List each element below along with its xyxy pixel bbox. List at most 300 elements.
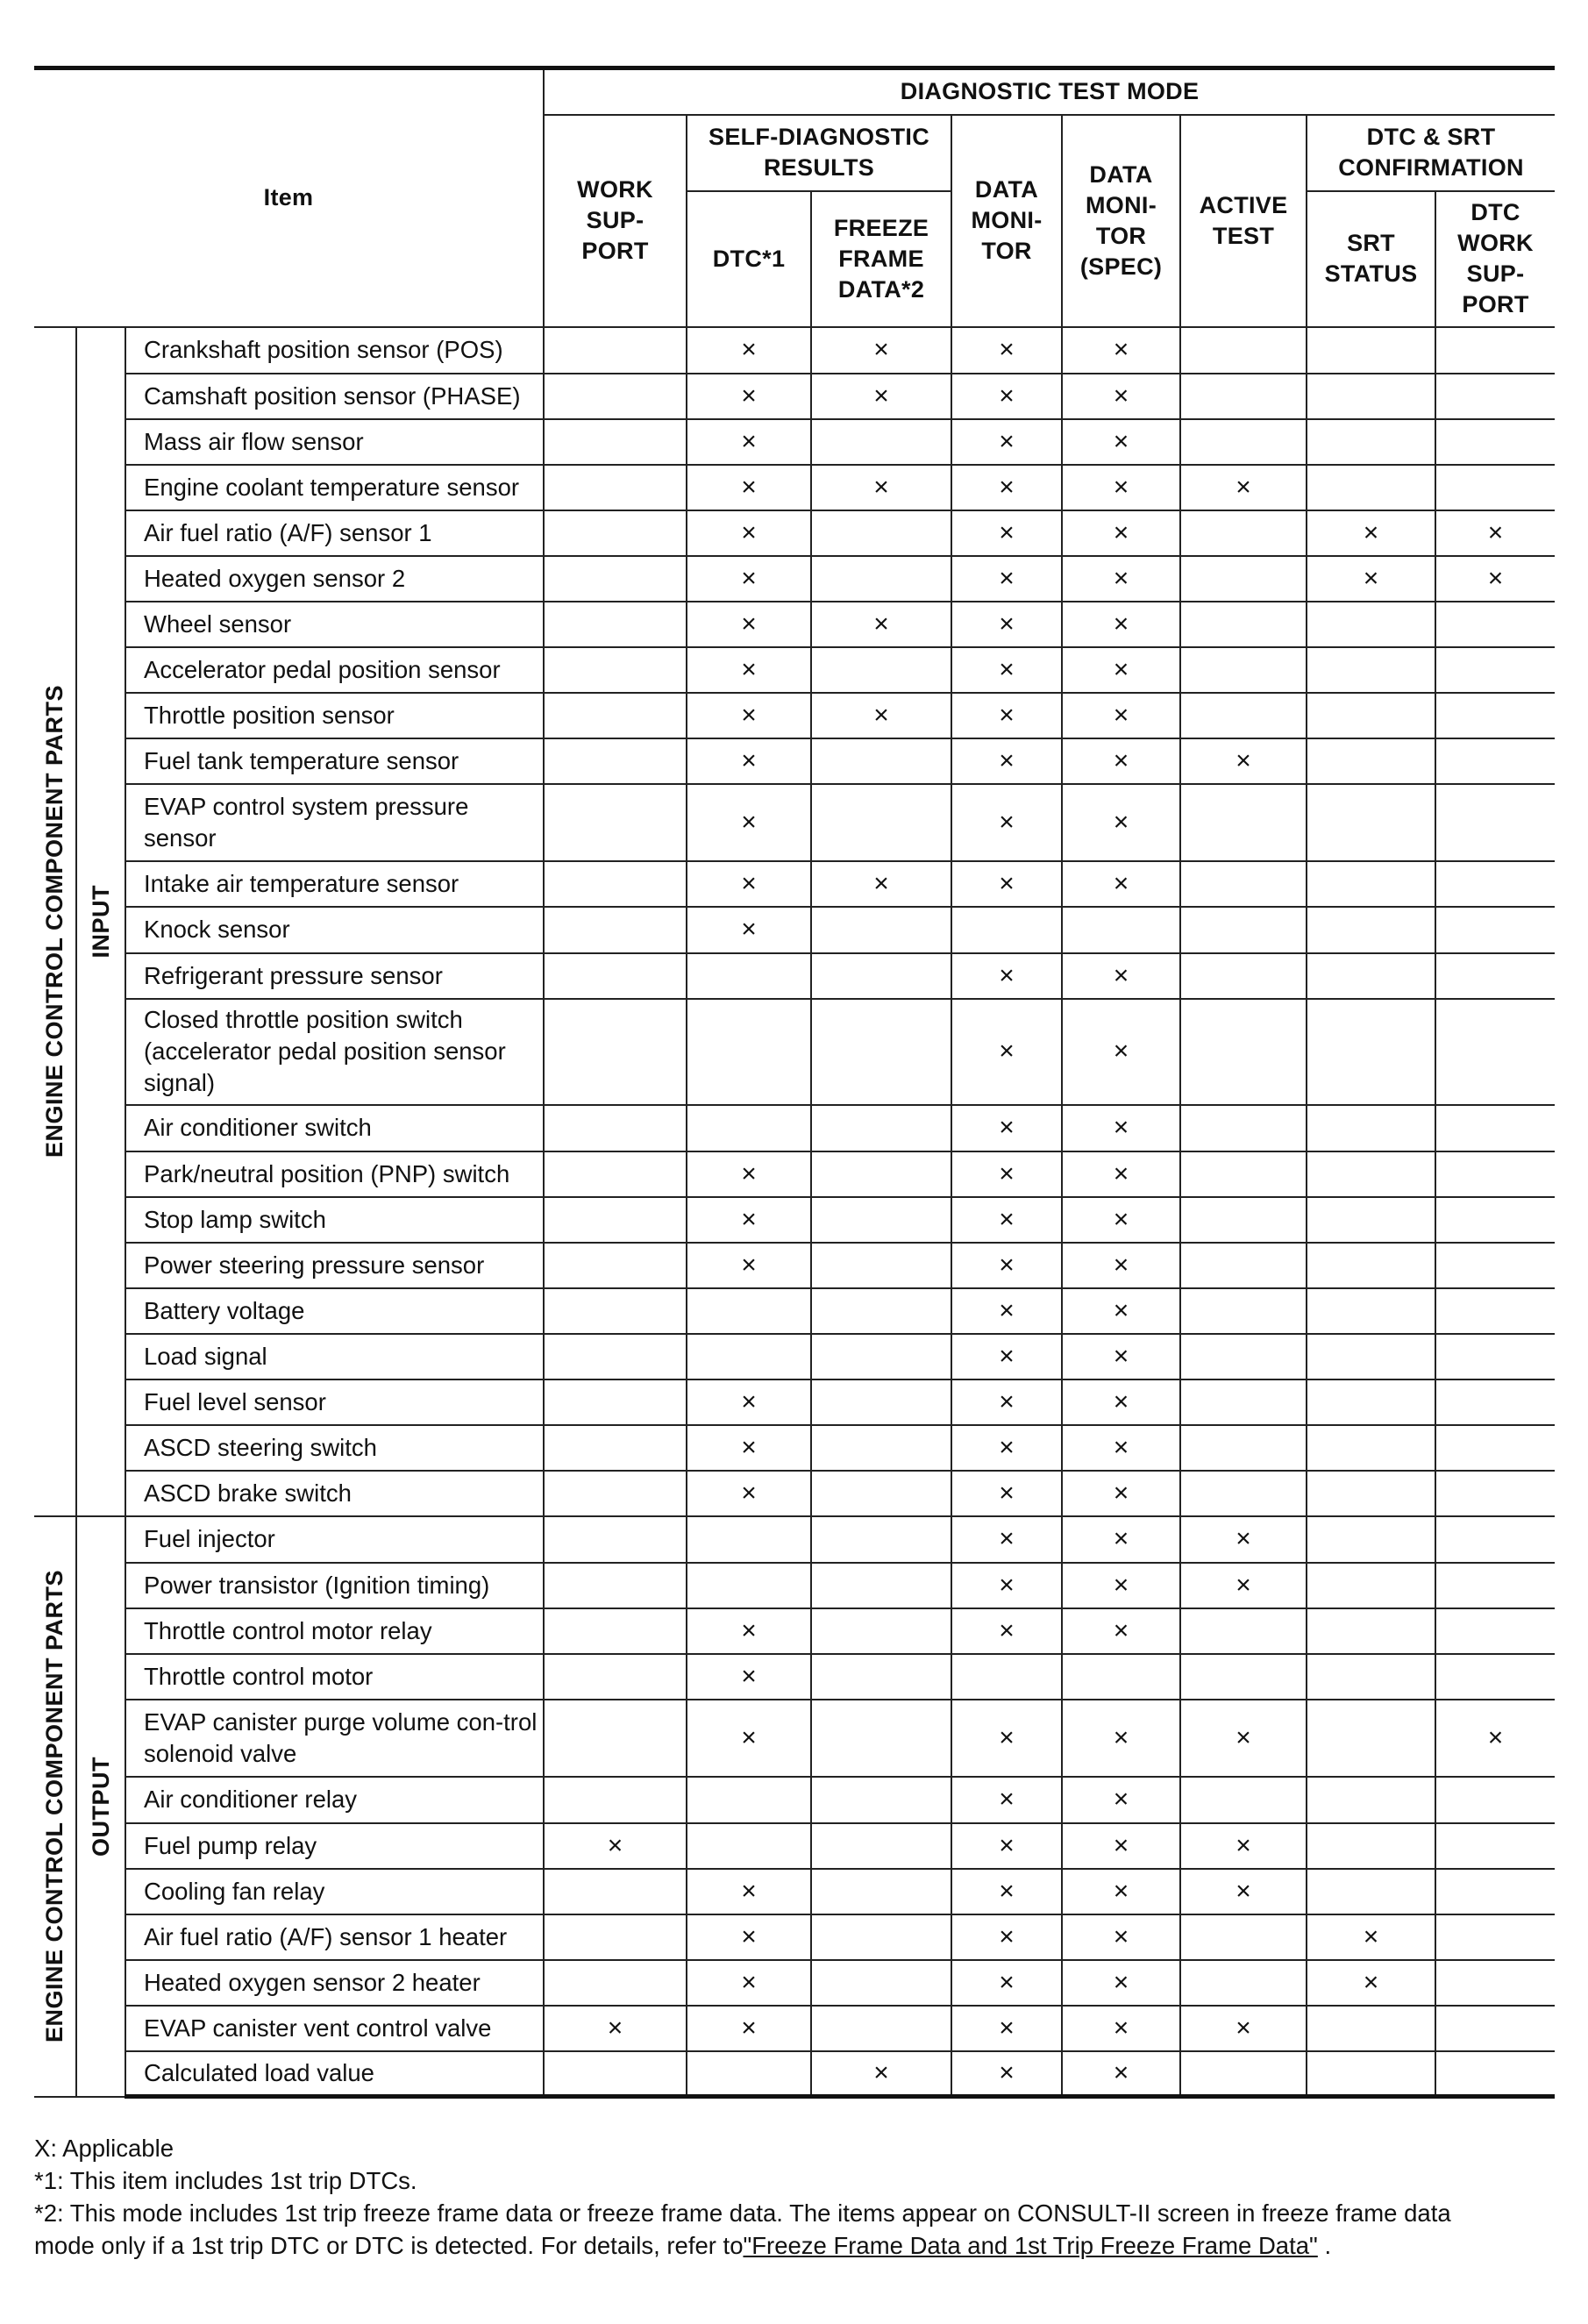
mark-cell: ×	[687, 1960, 811, 2006]
data-monitor-header: DATA MONI- TOR	[951, 115, 1062, 327]
item-label: Battery voltage	[125, 1288, 544, 1334]
mark-cell: ×	[1062, 1197, 1180, 1243]
mark-cell	[544, 999, 687, 1105]
footnote-1: *1: This item includes 1st trip DTCs.	[34, 2167, 417, 2194]
freeze-frame-data-link[interactable]: "Freeze Frame Data and 1st Trip Freeze Frame Data"	[743, 2232, 1318, 2259]
self-diagnostic-results-header: SELF-DIAGNOSTIC RESULTS	[687, 115, 951, 191]
mark-cell	[811, 1960, 951, 2006]
mark-cell	[1180, 1471, 1307, 1516]
table-row	[34, 1425, 1555, 1471]
mark-cell: ×	[951, 861, 1062, 907]
mark-cell: ×	[951, 327, 1062, 374]
mark-cell	[811, 1288, 951, 1334]
mark-cell: ×	[1062, 1151, 1180, 1197]
item-label: Power transistor (Ignition timing)	[125, 1563, 544, 1608]
mark-cell: ×	[951, 2006, 1062, 2051]
table-row	[34, 999, 1555, 1105]
item-label: Stop lamp switch	[125, 1197, 544, 1243]
mark-cell	[544, 556, 687, 602]
item-label: Throttle control motor	[125, 1654, 544, 1700]
mark-cell	[1435, 1379, 1555, 1425]
table-row	[34, 861, 1555, 907]
diagnostic-test-mode-header: DIAGNOSTIC TEST MODE	[544, 68, 1555, 115]
mark-cell: ×	[1062, 2006, 1180, 2051]
mark-cell: ×	[1062, 1379, 1180, 1425]
mark-cell	[1307, 602, 1435, 647]
mark-cell	[544, 419, 687, 465]
mark-cell: ×	[687, 784, 811, 861]
mark-cell	[1062, 907, 1180, 953]
mark-cell	[544, 1960, 687, 2006]
mark-cell	[811, 1471, 951, 1516]
mark-cell: ×	[951, 510, 1062, 556]
mark-cell	[951, 907, 1062, 953]
item-label: ASCD brake switch	[125, 1471, 544, 1516]
mark-cell	[1307, 1243, 1435, 1288]
mark-cell: ×	[811, 2051, 951, 2097]
mark-cell	[1307, 1777, 1435, 1823]
mark-cell: ×	[1062, 1516, 1180, 1563]
mark-cell	[1307, 1105, 1435, 1151]
table-row	[34, 784, 1555, 861]
mark-cell: ×	[951, 1471, 1062, 1516]
mark-cell: ×	[687, 1379, 811, 1425]
mark-cell	[811, 1654, 951, 1700]
item-label: Park/neutral position (PNP) switch	[125, 1151, 544, 1197]
mark-cell: ×	[951, 556, 1062, 602]
mark-cell: ×	[687, 1243, 811, 1288]
mark-cell: ×	[687, 1654, 811, 1700]
mark-cell	[1307, 374, 1435, 419]
mark-cell	[544, 1334, 687, 1379]
mark-cell	[811, 784, 951, 861]
mark-cell	[1435, 1334, 1555, 1379]
mark-cell	[1435, 1151, 1555, 1197]
mark-cell	[544, 907, 687, 953]
mark-cell: ×	[1180, 1869, 1307, 1914]
mark-cell	[1435, 1243, 1555, 1288]
footnote-2-line-1: *2: This mode includes 1st trip freeze frame data or freeze frame data. The items appear on CONSULT-II screen in freeze frame data	[34, 2199, 1451, 2227]
mark-cell	[544, 1471, 687, 1516]
mark-cell	[687, 1563, 811, 1608]
mark-cell	[1435, 861, 1555, 907]
subgroup-label-cell	[76, 327, 125, 1516]
mark-cell	[1435, 693, 1555, 738]
mark-cell: ×	[1062, 1777, 1180, 1823]
mark-cell	[1435, 602, 1555, 647]
mark-cell	[1435, 1914, 1555, 1960]
mark-cell	[687, 1516, 811, 1563]
item-label: Fuel pump relay	[125, 1823, 544, 1869]
mark-cell	[687, 1777, 811, 1823]
dtc1-header: DTC*1	[687, 191, 811, 327]
mark-cell	[1180, 1197, 1307, 1243]
mark-cell	[1435, 465, 1555, 510]
table-row	[34, 1823, 1555, 1869]
item-label: Fuel tank temperature sensor	[125, 738, 544, 784]
mark-cell	[1307, 1334, 1435, 1379]
mark-cell	[1435, 374, 1555, 419]
mark-cell	[544, 784, 687, 861]
mark-cell: ×	[687, 1608, 811, 1654]
item-label: Crankshaft position sensor (POS)	[125, 327, 544, 374]
item-label: EVAP canister purge volume con-trol solenoid valve	[125, 1700, 544, 1777]
mark-cell	[544, 861, 687, 907]
mark-cell: ×	[951, 953, 1062, 999]
table-row	[34, 374, 1555, 419]
table-row	[34, 1288, 1555, 1334]
mark-cell	[811, 1151, 951, 1197]
mark-cell: ×	[951, 1823, 1062, 1869]
mark-cell	[1180, 907, 1307, 953]
mark-cell	[1180, 1288, 1307, 1334]
item-label: Fuel injector	[125, 1516, 544, 1563]
mark-cell	[1180, 1914, 1307, 1960]
item-label: Throttle control motor relay	[125, 1608, 544, 1654]
mark-cell: ×	[951, 1563, 1062, 1608]
mark-cell: ×	[951, 999, 1062, 1105]
mark-cell: ×	[1062, 327, 1180, 374]
mark-cell	[544, 1777, 687, 1823]
mark-cell	[1435, 1425, 1555, 1471]
mark-cell: ×	[1062, 1960, 1180, 2006]
mark-cell: ×	[1307, 1960, 1435, 2006]
mark-cell	[1307, 784, 1435, 861]
mark-cell: ×	[544, 1823, 687, 1869]
mark-cell	[1435, 1563, 1555, 1608]
mark-cell	[687, 953, 811, 999]
mark-cell: ×	[1062, 1105, 1180, 1151]
item-label: Calculated load value	[125, 2051, 544, 2097]
mark-cell	[544, 1608, 687, 1654]
mark-cell: ×	[687, 1700, 811, 1777]
legend-note: X: Applicable	[34, 2135, 174, 2162]
mark-cell	[1435, 1516, 1555, 1563]
mark-cell	[1307, 1563, 1435, 1608]
mark-cell: ×	[811, 861, 951, 907]
table-row	[34, 647, 1555, 693]
mark-cell: ×	[1062, 1334, 1180, 1379]
table-row	[34, 1379, 1555, 1425]
table-row	[34, 1869, 1555, 1914]
table-row	[34, 1334, 1555, 1379]
mark-cell	[811, 647, 951, 693]
table-row	[34, 1654, 1555, 1700]
mark-cell	[1307, 1823, 1435, 1869]
mark-cell	[811, 1243, 951, 1288]
mark-cell	[811, 1197, 951, 1243]
mark-cell	[1307, 419, 1435, 465]
table-row	[34, 1197, 1555, 1243]
item-label: Heated oxygen sensor 2 heater	[125, 1960, 544, 2006]
mark-cell	[1180, 419, 1307, 465]
mark-cell	[687, 2051, 811, 2097]
mark-cell	[1180, 1151, 1307, 1197]
mark-cell	[544, 465, 687, 510]
table-row	[34, 1105, 1555, 1151]
data-monitor-spec-header: DATA MONI- TOR (SPEC)	[1062, 115, 1180, 327]
mark-cell: ×	[687, 647, 811, 693]
mark-cell	[1180, 999, 1307, 1105]
active-test-header: ACTIVE TEST	[1180, 115, 1307, 327]
mark-cell	[811, 1700, 951, 1777]
mark-cell: ×	[687, 465, 811, 510]
mark-cell: ×	[1180, 738, 1307, 784]
mark-cell	[1307, 1516, 1435, 1563]
mark-cell	[1435, 999, 1555, 1105]
item-header: Item	[34, 68, 544, 327]
mark-cell: ×	[687, 556, 811, 602]
mark-cell: ×	[1180, 1516, 1307, 1563]
mark-cell: ×	[951, 2051, 1062, 2097]
mark-cell: ×	[951, 784, 1062, 861]
item-label: Throttle position sensor	[125, 693, 544, 738]
mark-cell: ×	[1180, 2006, 1307, 2051]
table-row	[34, 327, 1555, 374]
mark-cell	[544, 693, 687, 738]
mark-cell	[1180, 1425, 1307, 1471]
mark-cell: ×	[951, 1960, 1062, 2006]
mark-cell	[1307, 693, 1435, 738]
mark-cell: ×	[687, 419, 811, 465]
mark-cell: ×	[1062, 1700, 1180, 1777]
table-row	[34, 1777, 1555, 1823]
mark-cell	[1180, 510, 1307, 556]
mark-cell	[1307, 1425, 1435, 1471]
item-label: Heated oxygen sensor 2	[125, 556, 544, 602]
mark-cell: ×	[1062, 1563, 1180, 1608]
mark-cell: ×	[1307, 1914, 1435, 1960]
mark-cell	[1435, 1288, 1555, 1334]
mark-cell: ×	[951, 1869, 1062, 1914]
item-label: Cooling fan relay	[125, 1869, 544, 1914]
mark-cell: ×	[687, 1151, 811, 1197]
mark-cell: ×	[687, 374, 811, 419]
mark-cell	[544, 738, 687, 784]
item-label: Accelerator pedal position sensor	[125, 647, 544, 693]
mark-cell	[811, 1516, 951, 1563]
mark-cell	[1180, 1379, 1307, 1425]
item-label: Power steering pressure sensor	[125, 1243, 544, 1288]
mark-cell	[1307, 1654, 1435, 1700]
mark-cell	[1435, 907, 1555, 953]
mark-cell	[1180, 693, 1307, 738]
mark-cell: ×	[1062, 999, 1180, 1105]
table-row	[34, 1700, 1555, 1777]
srt-status-header: SRT STATUS	[1307, 191, 1435, 327]
mark-cell: ×	[951, 1425, 1062, 1471]
table-row	[34, 1563, 1555, 1608]
mark-cell	[544, 1654, 687, 1700]
mark-cell: ×	[544, 2006, 687, 2051]
mark-cell	[811, 1563, 951, 1608]
mark-cell	[1435, 1608, 1555, 1654]
mark-cell: ×	[951, 1243, 1062, 1288]
mark-cell: ×	[1062, 2051, 1180, 2097]
mark-cell: ×	[1062, 1425, 1180, 1471]
mark-cell	[1307, 738, 1435, 784]
dtc-work-support-header: DTC WORK SUP- PORT	[1435, 191, 1555, 327]
mark-cell	[1435, 738, 1555, 784]
mark-cell	[1180, 1334, 1307, 1379]
mark-cell: ×	[1062, 1608, 1180, 1654]
mark-cell	[1307, 1608, 1435, 1654]
mark-cell: ×	[1062, 1823, 1180, 1869]
mark-cell	[1307, 465, 1435, 510]
mark-cell: ×	[1062, 1471, 1180, 1516]
mark-cell: ×	[1062, 1914, 1180, 1960]
mark-cell	[1180, 374, 1307, 419]
mark-cell: ×	[951, 1379, 1062, 1425]
mark-cell	[1435, 1654, 1555, 1700]
table-row	[34, 1608, 1555, 1654]
mark-cell	[544, 510, 687, 556]
mark-cell: ×	[951, 1151, 1062, 1197]
mark-cell	[1180, 602, 1307, 647]
mark-cell	[811, 1105, 951, 1151]
mark-cell	[1435, 419, 1555, 465]
mark-cell	[1435, 1197, 1555, 1243]
item-label: Air fuel ratio (A/F) sensor 1	[125, 510, 544, 556]
mark-cell	[1062, 1654, 1180, 1700]
table-row	[34, 1914, 1555, 1960]
mark-cell	[1307, 999, 1435, 1105]
mark-cell	[544, 327, 687, 374]
mark-cell	[1307, 907, 1435, 953]
item-label: Intake air temperature sensor	[125, 861, 544, 907]
mark-cell	[687, 1334, 811, 1379]
mark-cell	[811, 1379, 951, 1425]
mark-cell: ×	[687, 602, 811, 647]
item-label: Knock sensor	[125, 907, 544, 953]
mark-cell	[1180, 953, 1307, 999]
mark-cell	[1435, 1823, 1555, 1869]
mark-cell: ×	[951, 419, 1062, 465]
mark-cell	[1435, 647, 1555, 693]
mark-cell: ×	[951, 1105, 1062, 1151]
group-label-cell	[34, 1516, 76, 2097]
mark-cell: ×	[811, 693, 951, 738]
mark-cell: ×	[1180, 1823, 1307, 1869]
item-label: Air conditioner relay	[125, 1777, 544, 1823]
item-label: EVAP canister vent control valve	[125, 2006, 544, 2051]
item-label: Refrigerant pressure sensor	[125, 953, 544, 999]
mark-cell: ×	[951, 647, 1062, 693]
mark-cell	[1307, 2006, 1435, 2051]
group-label: ENGINE CONTROL COMPONENT PARTS	[41, 1569, 68, 2043]
mark-cell	[811, 953, 951, 999]
mark-cell: ×	[687, 693, 811, 738]
mark-cell: ×	[951, 1700, 1062, 1777]
table-row	[34, 2051, 1555, 2097]
item-label: Fuel level sensor	[125, 1379, 544, 1425]
mark-cell: ×	[1307, 556, 1435, 602]
table-header	[34, 68, 1555, 327]
mark-cell	[811, 1914, 951, 1960]
mark-cell	[811, 999, 951, 1105]
mark-cell: ×	[687, 907, 811, 953]
mark-cell	[544, 1425, 687, 1471]
mark-cell	[811, 1823, 951, 1869]
item-label: Mass air flow sensor	[125, 419, 544, 465]
mark-cell: ×	[1435, 510, 1555, 556]
mark-cell	[544, 1563, 687, 1608]
mark-cell	[544, 1869, 687, 1914]
item-label: EVAP control system pressure sensor	[125, 784, 544, 861]
dtc-srt-confirmation-header: DTC & SRT CONFIRMATION	[1307, 115, 1555, 191]
mark-cell: ×	[951, 1516, 1062, 1563]
mark-cell	[1307, 1471, 1435, 1516]
mark-cell: ×	[1062, 602, 1180, 647]
mark-cell: ×	[687, 327, 811, 374]
table-row	[34, 1243, 1555, 1288]
table-row	[34, 907, 1555, 953]
mark-cell	[544, 1243, 687, 1288]
freeze-frame-data-header: FREEZE FRAME DATA*2	[811, 191, 951, 327]
mark-cell	[1435, 1869, 1555, 1914]
mark-cell	[811, 1777, 951, 1823]
footnote-2-line-2: mode only if a 1st trip DTC or DTC is detected. For details, refer to"Freeze Frame Data and 1st Trip Freeze Frame Data" .	[34, 2232, 1332, 2259]
item-label: Wheel sensor	[125, 602, 544, 647]
mark-cell: ×	[1062, 784, 1180, 861]
mark-cell: ×	[687, 1425, 811, 1471]
item-label: Engine coolant temperature sensor	[125, 465, 544, 510]
item-label: ASCD steering switch	[125, 1425, 544, 1471]
mark-cell	[1180, 647, 1307, 693]
diagnostic-test-mode-table	[34, 66, 1555, 2099]
mark-cell	[544, 374, 687, 419]
mark-cell	[544, 1516, 687, 1563]
subgroup-label: OUTPUT	[87, 1756, 114, 1857]
group-label-cell	[34, 327, 76, 1516]
mark-cell	[1180, 1777, 1307, 1823]
mark-cell	[811, 738, 951, 784]
mark-cell	[1180, 1608, 1307, 1654]
table-body	[34, 327, 1555, 2097]
table-row	[34, 465, 1555, 510]
table-row	[34, 510, 1555, 556]
mark-cell: ×	[687, 1914, 811, 1960]
mark-cell	[811, 1869, 951, 1914]
mark-cell: ×	[687, 861, 811, 907]
mark-cell	[811, 556, 951, 602]
mark-cell: ×	[1062, 1288, 1180, 1334]
mark-cell: ×	[1062, 861, 1180, 907]
mark-cell: ×	[951, 465, 1062, 510]
table-row	[34, 738, 1555, 784]
work-support-header: WORK SUP- PORT	[544, 115, 687, 327]
mark-cell: ×	[1435, 556, 1555, 602]
mark-cell: ×	[1062, 738, 1180, 784]
mark-cell: ×	[951, 602, 1062, 647]
table-row	[34, 693, 1555, 738]
mark-cell: ×	[687, 1471, 811, 1516]
mark-cell: ×	[1062, 1869, 1180, 1914]
mark-cell	[1435, 953, 1555, 999]
mark-cell	[811, 510, 951, 556]
mark-cell: ×	[1062, 1243, 1180, 1288]
item-label: Closed throttle position switch (accelerator pedal position sensor signal)	[125, 999, 544, 1105]
mark-cell	[687, 1105, 811, 1151]
table-row	[34, 602, 1555, 647]
mark-cell	[1307, 861, 1435, 907]
mark-cell	[1307, 1288, 1435, 1334]
mark-cell: ×	[1180, 1563, 1307, 1608]
mark-cell	[1307, 1197, 1435, 1243]
mark-cell	[1307, 1379, 1435, 1425]
mark-cell	[1180, 2051, 1307, 2097]
mark-cell	[544, 1379, 687, 1425]
